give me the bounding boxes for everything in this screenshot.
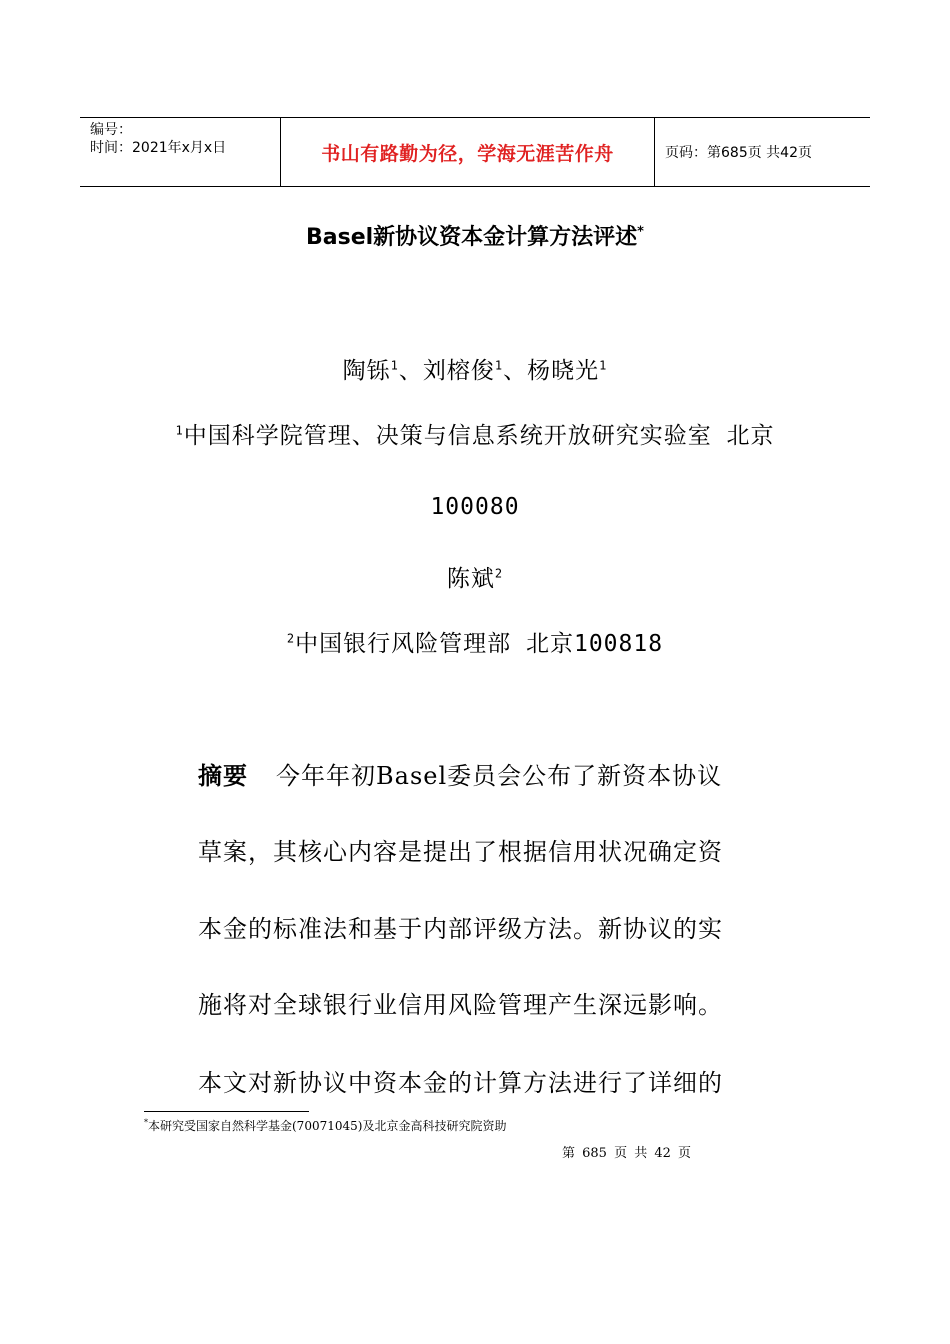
header-meta-cell — [80, 118, 281, 186]
page-footer: 第 685 页 共 42 页 — [562, 1146, 692, 1161]
date-label: 时间：2021年x月x日 — [90, 140, 227, 156]
affiliation-text: 中国科学院管理、决策与信息系统开放研究实验室 北京 — [183, 423, 775, 449]
document-header-table — [80, 117, 870, 187]
author-name: 陈斌 — [446, 566, 495, 592]
affiliation-line-2 — [0, 625, 950, 658]
abstract-label: 摘要 — [198, 762, 248, 790]
author-name: 陶铄 — [342, 358, 391, 384]
abstract-line: 草案，其核心内容是提出了根据信用状况确定资 — [198, 838, 723, 866]
header-motto-cell — [281, 118, 655, 186]
author-separator: 、 — [398, 358, 423, 384]
page-code: 页码：第685页 共42页 — [665, 145, 812, 161]
author-name: 杨晓光 — [527, 358, 600, 384]
abstract-line: 本金的标准法和基于内部评级方法。新协议的实 — [198, 915, 723, 943]
affiliation-mark: 2 — [286, 631, 296, 646]
author-affiliation-mark: 1 — [494, 358, 504, 373]
abstract-text: 今年年初Basel委员会公布了新资本协议 — [276, 762, 723, 790]
affiliation-postcode: 100080 — [430, 494, 520, 520]
author-name: 刘榕俊 — [422, 358, 495, 384]
affiliation-line-1 — [0, 417, 950, 450]
authors-line-1 — [0, 352, 950, 385]
abstract-line: 本文对新协议中资本金的计算方法进行了详细的 — [198, 1069, 723, 1097]
footnote-divider — [144, 1111, 309, 1112]
authors-line-2 — [0, 560, 950, 593]
header-page-cell — [655, 118, 870, 186]
author-affiliation-mark: 2 — [494, 566, 504, 581]
author-affiliation-mark: 1 — [390, 358, 399, 373]
affiliation-text: 中国银行风险管理部 北京100818 — [295, 631, 664, 657]
serial-number-label: 编号： — [90, 122, 132, 138]
affiliation-mark: 1 — [175, 423, 184, 438]
abstract-line: 施将对全球银行业信用风险管理产生深远影响。 — [198, 991, 723, 1019]
footnote — [144, 1117, 506, 1134]
author-separator: 、 — [503, 358, 528, 384]
paper-title-text: Basel新协议资本金计算方法评述 — [306, 225, 638, 250]
abstract-line — [198, 756, 722, 791]
motto-text: 书山有路勤为径，学海无涯苦作舟 — [321, 142, 614, 165]
footnote-mark: * — [144, 1118, 148, 1127]
author-affiliation-mark: 1 — [599, 358, 608, 373]
paper-title — [0, 220, 950, 251]
footnote-text: 本研究受国家自然科学基金(70071045)及北京金高科技研究院资助 — [148, 1119, 507, 1133]
title-footnote-mark: * — [637, 224, 644, 240]
